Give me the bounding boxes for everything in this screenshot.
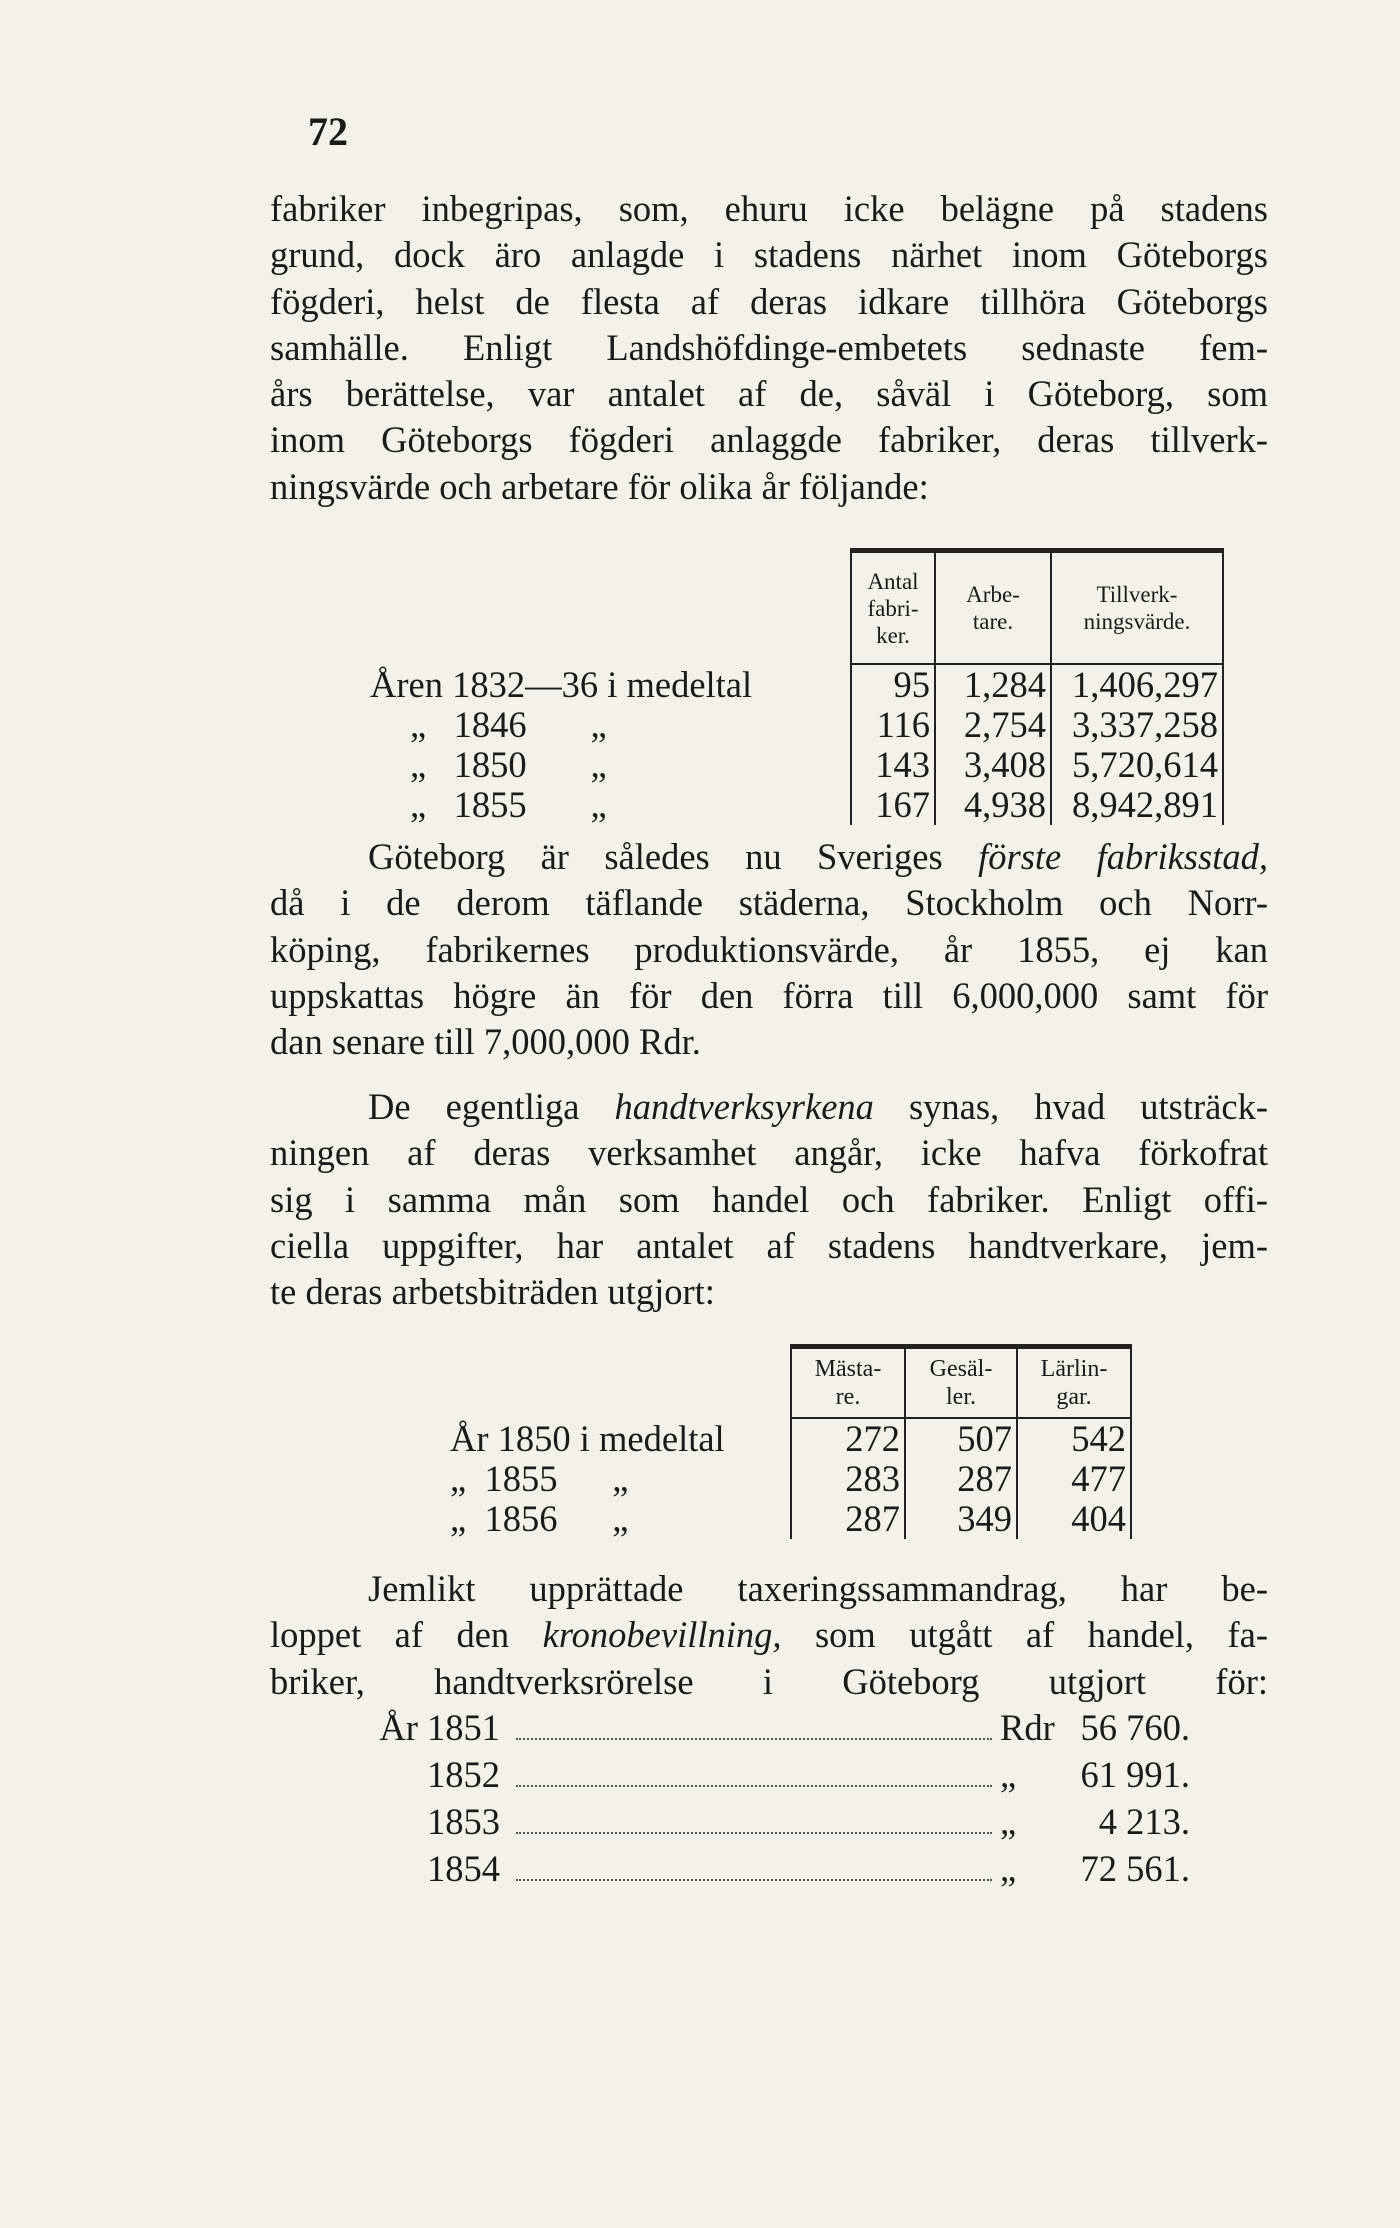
- cell-value: 287: [905, 1459, 1017, 1499]
- text-line: köping, fabrikernes produktionsvärde, år 1855, ej kan: [270, 928, 1268, 970]
- cell-value: 287: [791, 1499, 905, 1539]
- page-number: 72: [308, 109, 348, 154]
- tax-amount: 56 760.: [1080, 1707, 1190, 1748]
- row-label: År 1850 i medeltal: [450, 1417, 725, 1459]
- tax-year: 1853: [427, 1801, 500, 1842]
- tax-year: År 1851: [379, 1707, 500, 1748]
- table-row: [436, 1459, 1131, 1499]
- table-header-row: [436, 1347, 1131, 1419]
- tax-list: [344, 1704, 1190, 1892]
- tax-currency: „: [1000, 1754, 1017, 1795]
- header-larlingar: Lärlin- gar.: [1017, 1347, 1131, 1419]
- text-line: grund, dock äro anlagde i stadens närhet inom Göteborgs: [270, 234, 1268, 276]
- row-label: „ 1856 „: [450, 1498, 629, 1539]
- table-row: [436, 1418, 1131, 1459]
- list-item: [344, 1751, 1190, 1798]
- cell-value: 3,408: [935, 745, 1051, 785]
- cell-value: 95: [851, 664, 935, 705]
- cell-value: 143: [851, 745, 935, 785]
- tax-currency: Rdr: [1000, 1707, 1055, 1748]
- factories-table: [370, 548, 1224, 825]
- text-line: briker, handtverksrörelse i Göteborg utgjort för:: [270, 1660, 1268, 1702]
- row-label: „ 1850 „: [410, 744, 607, 785]
- cell-value: 404: [1017, 1499, 1131, 1539]
- cell-value: 167: [851, 785, 935, 825]
- text-line: ningen af deras verksamhet angår, icke hafva förkofrat: [270, 1132, 1268, 1174]
- text-line: uppskattas högre än för den förra till 6,000,000 samt för: [270, 974, 1268, 1016]
- tax-amount: 61 991.: [1080, 1754, 1190, 1795]
- paragraph-factories-intro: [270, 186, 1268, 510]
- cell-value: 5,720,614: [1051, 745, 1223, 785]
- text-line: te deras arbetsbiträden utgjort:: [270, 1271, 715, 1313]
- table-row: [370, 745, 1223, 785]
- cell-value: 349: [905, 1499, 1017, 1539]
- text-line: De egentliga handtverksyrkena synas, hvad utsträck-: [368, 1086, 1268, 1127]
- text-line: års berättelse, var antalet af de, såväl i Göteborg, som: [270, 373, 1268, 415]
- text-line: samhälle. Enligt Landshöfdinge-embetets sednaste fem-: [270, 326, 1268, 368]
- text-line: ciella uppgifter, har antalet af stadens handtverkare, jem-: [270, 1224, 1268, 1266]
- row-label: Åren 1832—36 i medeltal: [370, 663, 753, 705]
- leader-dots: [516, 1784, 992, 1787]
- cell-value: 477: [1017, 1459, 1131, 1499]
- header-arbetare: Arbe- tare.: [935, 551, 1051, 665]
- table-row: [436, 1499, 1131, 1539]
- header-mastare: Mästa- re.: [791, 1347, 905, 1419]
- row-label: „ 1855 „: [450, 1458, 629, 1499]
- cell-value: 283: [791, 1459, 905, 1499]
- list-item: [344, 1798, 1190, 1845]
- cell-value: 507: [905, 1418, 1017, 1459]
- row-label: „ 1855 „: [410, 784, 607, 825]
- craftsmen-table: [436, 1344, 1132, 1539]
- text-line: inom Göteborgs fögderi anlaggde fabriker, deras tillverk-: [270, 419, 1268, 461]
- list-item: [344, 1845, 1190, 1892]
- text-line: sig i samma mån som handel och fabriker. Enligt offi-: [270, 1178, 1268, 1220]
- text-line: Jemlikt upprättade taxeringssammandrag, har be-: [368, 1568, 1268, 1609]
- tax-amount: 72 561.: [1080, 1848, 1190, 1889]
- tax-currency: „: [1000, 1801, 1017, 1842]
- text-line: fögderi, helst de flesta af deras idkare tillhöra Göteborgs: [270, 280, 1268, 322]
- cell-value: 2,754: [935, 705, 1051, 745]
- text-line: då i de derom täflande städerna, Stockholm och Norr-: [270, 882, 1268, 924]
- table-row: [370, 705, 1223, 745]
- header-tillverkningsvarde: Tillverk- ningsvärde.: [1051, 551, 1223, 665]
- cell-value: 4,938: [935, 785, 1051, 825]
- cell-value: 1,406,297: [1051, 664, 1223, 705]
- paragraph-crafts: [270, 1084, 1268, 1315]
- table-header-row: [370, 551, 1223, 665]
- paragraph-first-factory-city: [270, 834, 1268, 1065]
- tax-year: 1852: [427, 1754, 500, 1795]
- text-line: dan senare till 7,000,000 Rdr.: [270, 1021, 701, 1063]
- row-label: „ 1846 „: [410, 704, 607, 745]
- tax-amount: 4 213.: [1098, 1801, 1190, 1842]
- cell-value: 116: [851, 705, 935, 745]
- paragraph-tax-assessment: [270, 1566, 1268, 1705]
- leader-dots: [516, 1737, 992, 1740]
- leader-dots: [516, 1878, 992, 1881]
- header-antal-fabriker: Antal fabri- ker.: [851, 551, 935, 665]
- cell-value: 272: [791, 1418, 905, 1459]
- cell-value: 8,942,891: [1051, 785, 1223, 825]
- cell-value: 542: [1017, 1418, 1131, 1459]
- table-row: [370, 664, 1223, 705]
- cell-value: 1,284: [935, 664, 1051, 705]
- text-line: ningsvärde och arbetare för olika år följande:: [270, 465, 929, 507]
- header-gesaller: Gesäl- ler.: [905, 1347, 1017, 1419]
- tax-currency: „: [1000, 1848, 1017, 1889]
- cell-value: 3,337,258: [1051, 705, 1223, 745]
- text-line: fabriker inbegripas, som, ehuru icke belägne på stadens: [270, 188, 1268, 229]
- list-item: [344, 1704, 1190, 1751]
- text-line: loppet af den kronobevillning, som utgått af handel, fa-: [270, 1614, 1268, 1656]
- leader-dots: [516, 1831, 992, 1834]
- table-row: [370, 785, 1223, 825]
- tax-year: 1854: [427, 1848, 500, 1889]
- text-line: Göteborg är således nu Sveriges förste fabriksstad,: [368, 836, 1268, 877]
